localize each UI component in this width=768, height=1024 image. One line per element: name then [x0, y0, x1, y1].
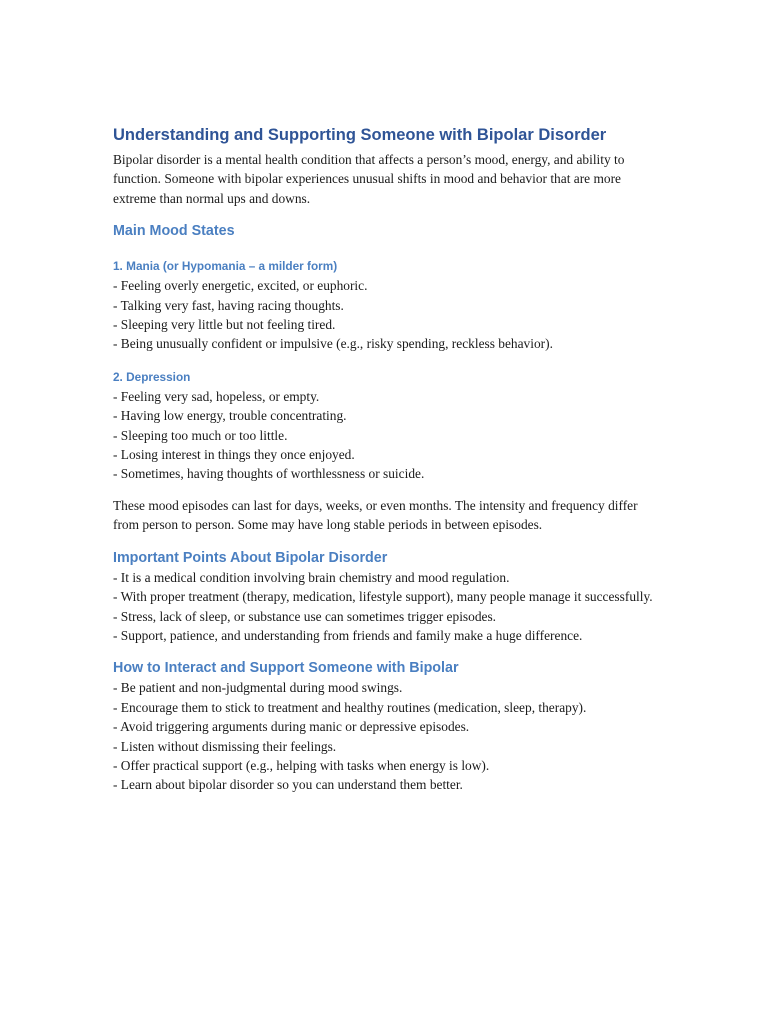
depression-heading: 2. Depression — [113, 369, 191, 384]
list-item: - Support, patience, and understanding from friends and family make a huge difference. — [113, 627, 583, 643]
depression-list — [113, 387, 658, 484]
support-list — [113, 678, 658, 794]
mood-episodes-paragraph: These mood episodes can last for days, weeks, or even months. The intensity and frequency differ from person to person. Some may have long stable periods in between episodes. — [113, 497, 638, 533]
mood-states-heading: Main Mood States — [113, 223, 235, 240]
list-item: - Feeling overly energetic, excited, or euphoric. — [113, 278, 368, 294]
list-item: - Talking very fast, having racing thoughts. — [113, 297, 344, 313]
important-points-heading: Important Points About Bipolar Disorder — [113, 549, 388, 566]
list-item: - Sometimes, having thoughts of worthlessness or suicide. — [113, 466, 425, 482]
list-item: - Listen without dismissing their feelings. — [113, 738, 337, 754]
list-item: - Learn about bipolar disorder so you can understand them better. — [113, 777, 463, 793]
list-item: - With proper treatment (therapy, medication, lifestyle support), many people manage it successfully. — [113, 589, 653, 605]
intro-paragraph: Bipolar disorder is a mental health condition that affects a person’s mood, energy, and ability to function. Someone with bipolar experiences unusual shifts in mood and behavior that are more extreme than normal ups and downs. — [113, 152, 625, 206]
mania-heading: 1. Mania (or Hypomania – a milder form) — [113, 259, 338, 274]
list-item: - Encourage them to stick to treatment and healthy routines (medication, sleep, therapy). — [113, 699, 587, 715]
mania-list — [113, 276, 658, 354]
list-item: - Avoid triggering arguments during manic or depressive episodes. — [113, 719, 470, 735]
list-item: - Sleeping very little but not feeling tired. — [113, 317, 336, 333]
list-item: - Having low energy, trouble concentrating. — [113, 408, 347, 424]
list-item: - Be patient and non-judgmental during mood swings. — [113, 680, 403, 696]
list-item: - Feeling very sad, hopeless, or empty. — [113, 388, 320, 404]
document-body — [113, 125, 658, 795]
list-item: - Stress, lack of sleep, or substance use can sometimes trigger episodes. — [113, 608, 497, 624]
list-item: - Offer practical support (e.g., helping with tasks when energy is low). — [113, 757, 490, 773]
list-item: - Sleeping too much or too little. — [113, 427, 288, 443]
list-item: - Losing interest in things they once enjoyed. — [113, 447, 355, 463]
important-points-list — [113, 568, 658, 646]
list-item: - Being unusually confident or impulsive (e.g., risky spending, reckless behavior). — [113, 336, 553, 352]
document-title: Understanding and Supporting Someone with Bipolar Disorder — [113, 126, 607, 144]
support-heading: How to Interact and Support Someone with Bipolar — [113, 660, 459, 677]
list-item: - It is a medical condition involving brain chemistry and mood regulation. — [113, 569, 510, 585]
